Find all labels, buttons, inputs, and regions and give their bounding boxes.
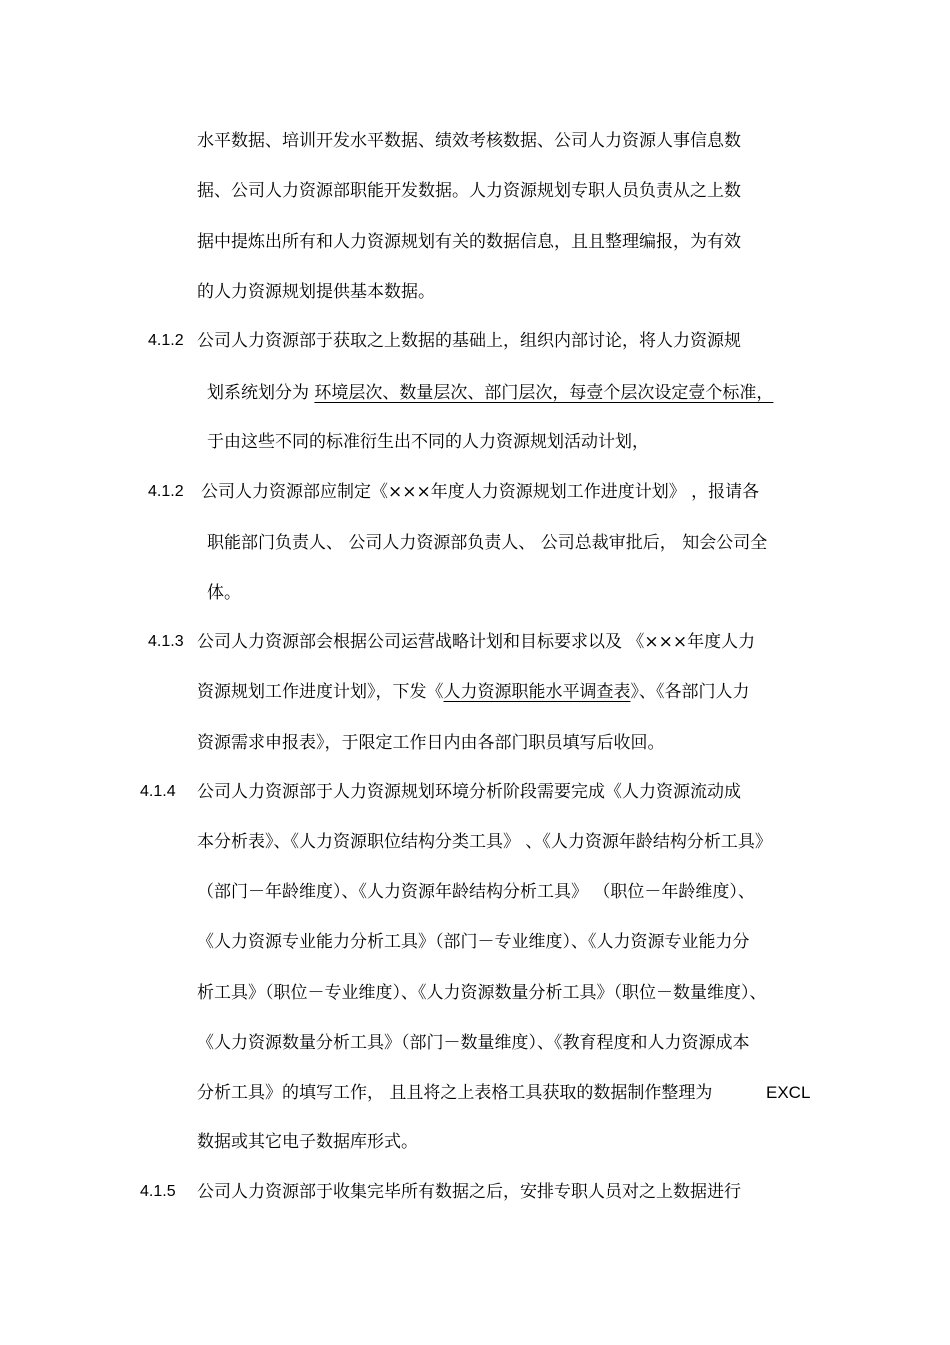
section-number: 4.1.4 — [140, 783, 176, 800]
underlined-text: 人力资源职能水平调查表 — [443, 682, 631, 702]
body-text-line: 公司人力资源部会根据公司运营战略计划和目标要求以及 《×××年度人力 — [197, 632, 756, 652]
body-text-line: 于由这些不同的标准衍生出不同的人力资源规划活动计划， — [207, 432, 649, 452]
body-text-line: 据中提炼出所有和人力资源规划有关的数据信息，且且整理编报，为有效 — [197, 232, 741, 252]
body-text-line: 体。 — [207, 583, 241, 603]
body-text-line — [197, 681, 750, 703]
underlined-text: 环境层次、数量层次、部门层次，每壹个层次设定壹个标准， — [314, 383, 774, 403]
body-text-line: 数据或其它电子数据库形式。 — [197, 1132, 418, 1152]
section-number: 4.1.3 — [148, 633, 184, 650]
body-text-segment: 》、《各部门人力 — [630, 682, 750, 702]
body-text-line: 水平数据、培训开发水平数据、绩效考核数据、公司人力资源人事信息数 — [197, 131, 741, 151]
body-text-line: 公司人力资源部于获取之上数据的基础上，组织内部讨论，将人力资源规 — [197, 331, 741, 351]
body-text-segment: EXCL — [766, 1083, 811, 1102]
body-text-segment: 划系统划分为 — [207, 383, 315, 403]
body-text-line: 分析工具》的填写工作， 且且将之上表格工具获取的数据制作整理为 — [197, 1083, 713, 1103]
body-text-line: （部门－年龄维度）、《人力资源年龄结构分析工具》 （职位－年龄维度）、 — [197, 882, 755, 902]
body-text-line: 公司人力资源部于收集完毕所有数据之后，安排专职人员对之上数据进行 — [197, 1182, 741, 1202]
body-text-line: 公司人力资源部于人力资源规划环境分析阶段需要完成《人力资源流动成 — [197, 782, 741, 802]
body-text-line: 资源需求申报表》，于限定工作日内由各部门职员填写后收回。 — [197, 733, 665, 753]
section-number: 4.1.2 — [148, 483, 184, 500]
body-text-line: 本分析表》、《人力资源职位结构分类工具》 、《人力资源年龄结构分析工具》 — [197, 832, 772, 852]
body-text-line — [207, 382, 773, 404]
body-text-line: 公司人力资源部应制定《×××年度人力资源规划工作进度计划》 ，报请各 — [201, 482, 760, 502]
section-number: 4.1.2 — [148, 332, 184, 349]
body-text-line: 《人力资源专业能力分析工具》（部门－专业维度）、《人力资源专业能力分 — [197, 932, 750, 952]
body-text-line: 的人力资源规划提供基本数据。 — [197, 282, 435, 302]
body-text-line: 职能部门负责人、 公司人力资源部负责人、 公司总裁审批后， 知会公司全 — [207, 533, 768, 553]
body-text-line: 据、公司人力资源部职能开发数据。人力资源规划专职人员负责从之上数 — [197, 181, 741, 201]
body-text-line: 析工具》（职位－专业维度）、《人力资源数量分析工具》（职位－数量维度）、 — [197, 983, 767, 1003]
body-text-line: 《人力资源数量分析工具》（部门－数量维度）、《教育程度和人力资源成本 — [197, 1033, 750, 1053]
body-text-segment: 资源规划工作进度计划》，下发《 — [197, 682, 444, 702]
section-number: 4.1.5 — [140, 1183, 176, 1200]
